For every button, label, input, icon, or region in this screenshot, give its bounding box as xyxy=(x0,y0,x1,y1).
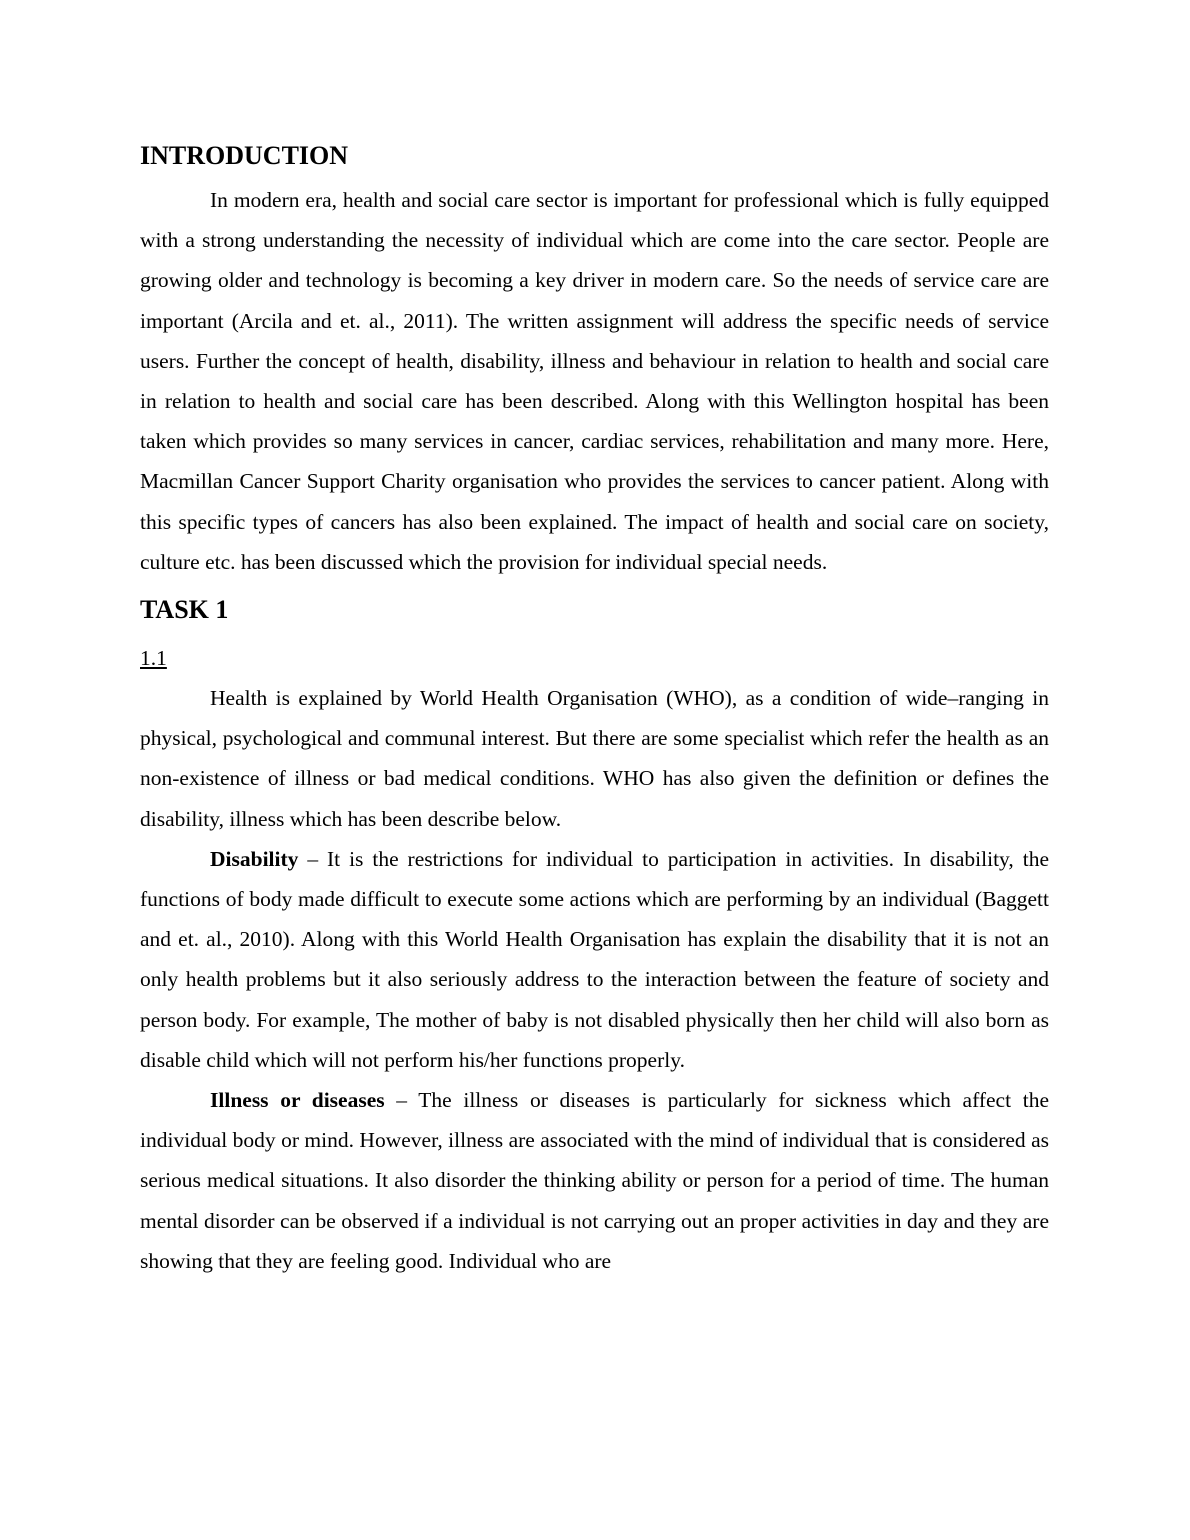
section-1-1-label: 1.1 xyxy=(140,646,167,671)
disability-paragraph xyxy=(140,839,1049,1080)
introduction-heading: INTRODUCTION xyxy=(140,141,349,170)
task-1-heading: TASK 1 xyxy=(140,595,229,625)
illness-term: Illness or diseases xyxy=(210,1088,385,1113)
illness-paragraph xyxy=(140,1080,1049,1281)
illness-text: – The illness or diseases is particularly for sickness which affect the individual body or mind. However, illness are associated with the mind of individual that is considered as serious medical situations. It also disorder the thinking ability or person for a period of time. The human mental disorder can be observed if a individual is not carrying out an proper activities in day and they are showing that they are feeling good. Individual who are xyxy=(140,1088,1049,1273)
disability-term: Disability xyxy=(210,846,299,871)
introduction-paragraph: In modern era, health and social care sector is important for professional which is fully equipped with a strong understanding the necessity of individual which are come into the care sector. People are growing older and technology is becoming a key driver in modern care. So the needs of service care are important (Arcila and et. al., 2011). The written assignment will address the specific needs of service users. Further the concept of health, disability, illness and behaviour in relation to health and social care in relation to health and social care has been described. Along with this Wellington hospital has been taken which provides so many services in cancer, cardiac services, rehabilitation and many more. Here, Macmillan Cancer Support Charity organisation who provides the services to cancer patient. Along with this specific types of cancers has also been explained. The impact of health and social care on society, culture etc. has been discussed which the provision for individual special needs. xyxy=(140,188,1049,574)
disability-text: – It is the restrictions for individual to participation in activities. In disability, the functions of body made difficult to execute some actions which are performing by an individual (Baggett and et. al., 2010). Along with this World Health Organisation has explain the disability that it is not an only health problems but it also seriously address to the interaction between the feature of society and person body. For example, The mother of baby is not disabled physically then her child will also born as disable child which will not perform his/her functions properly. xyxy=(140,846,1049,1072)
document-page xyxy=(140,138,1049,1281)
health-definition-paragraph: Health is explained by World Health Organisation (WHO), as a condition of wide–ranging in physical, psychological and communal interest. But there are some specialist which refer the health as an non-existence of illness or bad medical conditions. WHO has also given the definition or defines the disability, illness which has been describe below. xyxy=(140,686,1049,831)
